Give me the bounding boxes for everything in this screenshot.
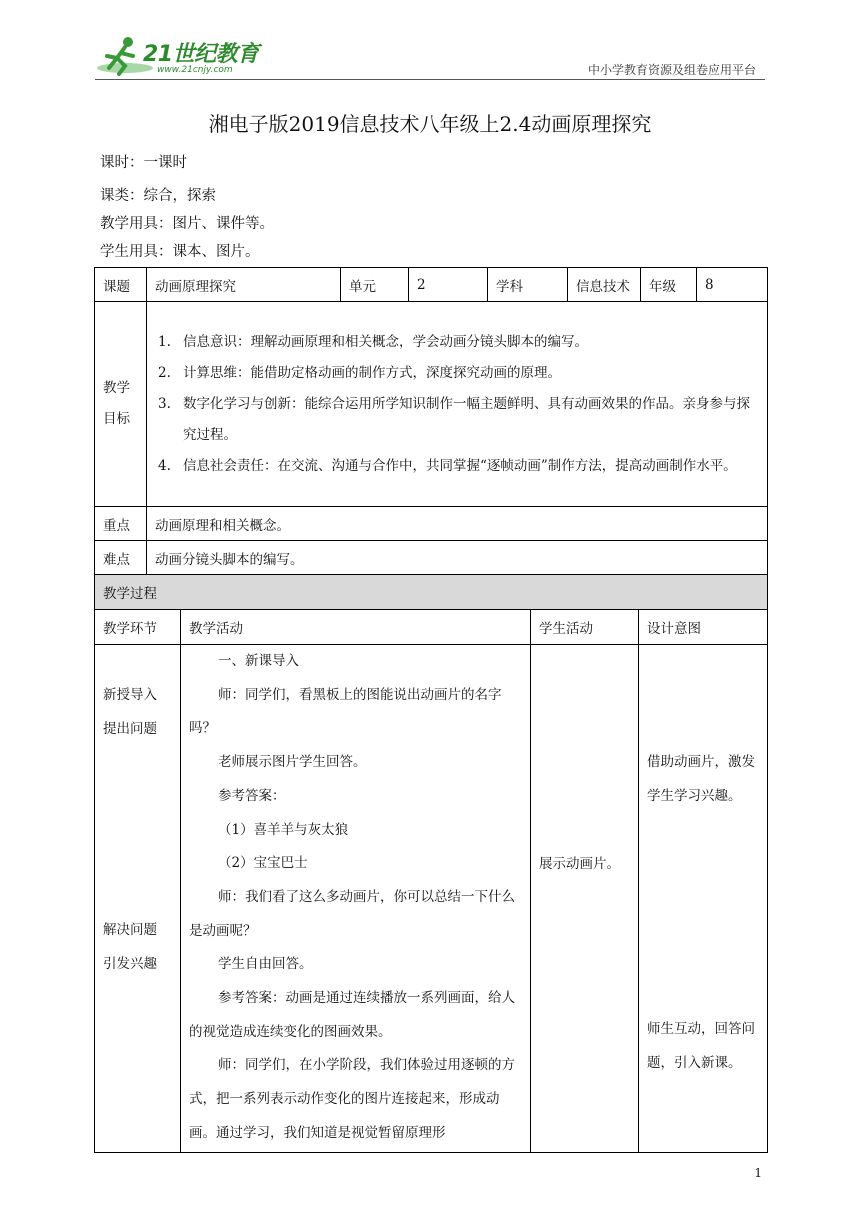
goal-item [155, 389, 759, 451]
goal-number: 1. [158, 333, 171, 350]
platform-name: 中小学教育资源及组卷应用平台 [587, 63, 756, 77]
activity-line: 师：同学们，在小学阶段，我们体验过用逐顿的方式，把一系列表示动作变化的图片连接起来，形成动画。通过学习，我们知道是视觉暂留原理形 [189, 1057, 515, 1141]
difficulty-value: 动画分镜头脚本的编写。 [147, 541, 768, 575]
subject-value: 信息技术 [568, 268, 641, 302]
goal-number: 2. [158, 364, 171, 381]
stage-cell [95, 645, 181, 1153]
key-point-label: 重点 [95, 507, 147, 541]
col-header-design: 设计意图 [639, 610, 768, 645]
goals-label [95, 302, 147, 507]
activity-line: 参考答案： [218, 787, 286, 804]
goal-text: 信息社会责任：在交流、沟通与合作中，共同掌握“逐帧动画”制作方法，提高动画制作水平。 [183, 457, 737, 474]
unit-label: 单元 [341, 268, 409, 302]
design-intent-1: 借助动画片，激发学生学习兴趣。 [647, 754, 755, 804]
col-header-student: 学生活动 [531, 610, 639, 645]
activity-line: 师：同学们，看黑板上的图能说出动画片的名字吗？ [189, 686, 502, 737]
goal-text: 计算思维：能借助定格动画的制作方式，深度探究动画的原理。 [183, 364, 561, 381]
activity-line: 学生自由回答。 [218, 956, 313, 973]
goal-item [155, 327, 759, 358]
goals-label-line2: 目标 [103, 411, 130, 427]
goal-number: 3. [158, 395, 171, 412]
grade-label: 年级 [641, 268, 697, 302]
activity-line: 参考答案：动画是通过连续播放一系列画面，给人的视觉造成连续变化的图画效果。 [189, 990, 515, 1040]
col-header-stage: 教学环节 [95, 610, 181, 645]
logo-text: 21世纪教育 [143, 42, 259, 67]
difficulty-label: 难点 [95, 541, 147, 575]
design-intent-2: 师生互动，回答问题，引入新课。 [647, 1021, 755, 1072]
meta-teaching-tools: 教学用具：图片、课件等。 [100, 216, 274, 232]
goals-label-line1: 教学 [103, 380, 130, 396]
goal-item [155, 358, 759, 389]
grade-value: 8 [697, 268, 768, 302]
page-title: 湘电子版2019信息技术八年级上2.4动画原理探究 [208, 112, 652, 136]
activity-line: 一、新课导入 [218, 653, 299, 669]
activity-line: （2）宝宝巴士 [218, 855, 308, 872]
goal-text: 信息意识：理解动画原理和相关概念，学会动画分镜头脚本的编写。 [183, 333, 588, 350]
meta-type: 课类：综合，探索 [100, 188, 216, 204]
process-heading: 教学过程 [95, 575, 768, 610]
goals-cell [147, 302, 768, 507]
stage-2-line2: 引发兴趣 [103, 956, 157, 973]
activity-cell [181, 645, 531, 1153]
lesson-info-table [94, 267, 768, 575]
stage-2-line1: 解决问题 [103, 922, 157, 939]
page-number: 1 [754, 1166, 762, 1180]
topic-label: 课题 [95, 268, 147, 302]
goals-list [155, 327, 759, 482]
unit-value: 2 [409, 268, 488, 302]
design-intent-cell [639, 645, 768, 1153]
subject-label: 学科 [488, 268, 568, 302]
student-activity-cell [531, 645, 639, 1153]
key-point-value: 动画原理和相关概念。 [147, 507, 768, 541]
student-activity: 展示动画片。 [539, 856, 620, 872]
goal-number: 4. [158, 457, 171, 474]
activity-line: 老师展示图片学生回答。 [218, 754, 367, 771]
stage-list [103, 679, 172, 982]
header-divider [95, 79, 765, 80]
col-header-activity: 教学活动 [181, 610, 531, 645]
activity-line: 师：我们看了这么多动画片，你可以总结一下什么是动画呢？ [189, 888, 515, 939]
meta-student-tools: 学生用具：课本、图片。 [100, 244, 260, 260]
logo-url: www.21cnjy.com [157, 65, 233, 75]
stage-1-line2: 提出问题 [103, 720, 157, 737]
meta-period: 课时：一课时 [100, 155, 187, 171]
topic-value: 动画原理探究 [147, 268, 341, 302]
teaching-process-table [94, 574, 768, 1153]
stage-1-line1: 新授导入 [103, 687, 157, 703]
goal-item [155, 451, 759, 482]
activity-line: （1）喜羊羊与灰太狼 [218, 821, 349, 838]
goal-text: 数字化学习与创新：能综合运用所学知识制作一幅主题鲜明、具有动画效果的作品。亲身参与探究过程。 [183, 395, 750, 443]
